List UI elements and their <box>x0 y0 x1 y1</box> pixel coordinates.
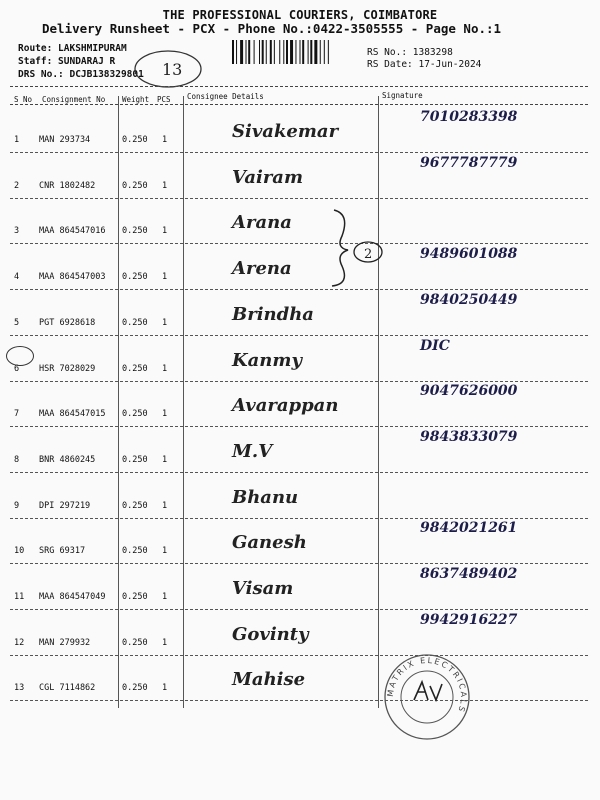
barcode-bar <box>279 40 280 64</box>
signature-value: 9840250449 <box>420 291 518 308</box>
cell-pcs: 1 <box>162 317 168 328</box>
staff-line: Staff: SUNDARAJ R <box>18 56 116 67</box>
cell-sno: 2 <box>14 180 20 191</box>
cell-consignment-no: PGT 6928618 <box>39 317 96 328</box>
cell-sno: 12 <box>14 637 25 648</box>
consignee-name: M.V <box>232 440 273 462</box>
consignee-name: Arana <box>232 212 292 234</box>
table-row <box>10 336 588 382</box>
route-line: Route: LAKSHMIPURAM <box>18 43 127 54</box>
cell-consignment-no: CNR 1802482 <box>39 180 96 191</box>
consignee-name: Sivakemar <box>232 121 339 142</box>
barcode-bar <box>236 40 237 64</box>
cell-weight: 0.250 <box>122 226 148 237</box>
table-row <box>10 610 588 656</box>
consignee-name: Arena <box>232 258 292 280</box>
barcode-bar <box>246 40 247 64</box>
cell-weight: 0.250 <box>122 135 148 145</box>
route-circle-number: 13 <box>162 60 183 79</box>
cell-sno: 13 <box>14 683 25 694</box>
cell-pcs: 1 <box>162 409 168 420</box>
row-separator <box>10 700 588 701</box>
table-row <box>10 427 588 473</box>
cell-weight: 0.250 <box>122 592 148 602</box>
col-head-sno: S No <box>14 95 33 104</box>
cell-pcs: 1 <box>162 500 168 511</box>
barcode-bar <box>262 40 264 64</box>
table-row <box>10 381 588 427</box>
runsheet-subtitle: Delivery Runsheet - PCX - Phone No.:0422-3505555 - Page No.:1 <box>42 21 502 36</box>
barcode-bar <box>320 40 321 64</box>
cell-consignment-no: MAA 864547015 <box>39 409 106 420</box>
consignee-name: Vairam <box>232 166 304 188</box>
cell-consignment-no: BNR 4860245 <box>39 454 96 465</box>
cell-pcs: 1 <box>162 592 168 602</box>
cell-sno: 8 <box>14 454 20 465</box>
signature-value: 9677787779 <box>420 154 518 171</box>
cell-weight: 0.250 <box>122 317 148 328</box>
cell-sno: 9 <box>14 500 20 511</box>
signature-value: 9842021261 <box>420 520 518 537</box>
header-rule-bottom <box>10 104 588 105</box>
cell-sno: 7 <box>14 409 20 420</box>
cell-consignment-no: SRG 69317 <box>39 546 86 557</box>
barcode-bar <box>310 40 312 64</box>
barcode-bar <box>259 40 260 64</box>
cell-consignment-no: MAN 279932 <box>39 637 91 648</box>
col-head-pcs: PCS <box>157 95 171 104</box>
cell-pcs: 1 <box>162 454 168 465</box>
route-info <box>18 42 144 81</box>
signature-value: 7010283398 <box>420 109 518 125</box>
barcode-bar <box>295 40 296 64</box>
consignee-name: Ganesh <box>232 532 307 554</box>
table-row <box>10 473 588 519</box>
cell-sno: 4 <box>14 272 20 283</box>
cell-pcs: 1 <box>162 363 168 374</box>
cell-consignment-no: DPI 297219 <box>39 500 91 511</box>
cell-pcs: 1 <box>162 683 168 694</box>
barcode-bar <box>254 40 255 64</box>
barcode-bar <box>302 40 304 64</box>
col-head-consignment: Consignment No <box>42 95 106 104</box>
cell-sno: 1 <box>14 135 20 145</box>
matrix-electricals-stamp <box>382 652 472 742</box>
cell-weight: 0.250 <box>122 546 148 557</box>
cell-pcs: 1 <box>162 637 168 648</box>
barcode-bar <box>240 40 243 64</box>
cell-pcs: 1 <box>162 135 168 145</box>
header-rule-top <box>10 86 588 87</box>
signature-value: 9047626000 <box>420 383 518 400</box>
cell-consignment-no: MAA 864547003 <box>39 272 106 283</box>
signature-value: 9942916227 <box>420 611 518 628</box>
cell-sno: 10 <box>14 546 25 557</box>
barcode-bar <box>314 40 317 64</box>
barcode-bar <box>283 40 284 64</box>
barcode <box>232 40 360 64</box>
consignee-name: Bhanu <box>232 486 299 508</box>
table-row <box>10 244 588 290</box>
table-row <box>10 198 588 244</box>
cell-pcs: 1 <box>162 546 168 557</box>
consignee-name: Govinty <box>232 623 309 645</box>
table-row <box>10 107 588 153</box>
consignee-name: Mahise <box>232 669 306 691</box>
cell-sno: 6 <box>14 363 20 374</box>
signature-value: 9843833079 <box>420 428 518 445</box>
table-row <box>10 153 588 199</box>
consignee-name: Brindha <box>232 303 314 325</box>
cell-consignment-no: MAN 293734 <box>39 135 91 145</box>
barcode-bar <box>266 40 267 64</box>
company-title: THE PROFESSIONAL COURIERS, COIMBATORE <box>162 8 438 22</box>
col-head-signature: Signature <box>382 91 423 100</box>
cell-weight: 0.250 <box>122 409 148 420</box>
barcode-bar <box>270 40 272 64</box>
cell-sno: 3 <box>14 226 20 237</box>
barcode-bar <box>308 40 309 64</box>
cell-pcs: 1 <box>162 272 168 283</box>
drs-line: DRS No.: DCJB138329801 <box>18 69 144 80</box>
cell-weight: 0.250 <box>122 363 148 374</box>
cell-consignment-no: HSR 7028029 <box>39 363 96 374</box>
row-six-circle-mark <box>6 346 34 366</box>
col-head-weight: Weight <box>122 95 150 104</box>
table-row <box>10 564 588 610</box>
cell-weight: 0.250 <box>122 683 148 694</box>
route-circle-mark <box>132 48 204 90</box>
signature-value: 9489601088 <box>420 246 518 263</box>
consignee-name: Avarappan <box>232 395 339 417</box>
signature-value: DIC <box>420 337 450 354</box>
barcode-bar <box>286 40 288 64</box>
barcode-bar <box>300 40 301 64</box>
rs-number: RS No.: 1383298 <box>367 47 453 58</box>
cell-weight: 0.250 <box>122 454 148 465</box>
cell-sno: 5 <box>14 317 20 328</box>
signature-value: 8637489402 <box>420 566 518 582</box>
barcode-bar <box>328 40 329 64</box>
table-row <box>10 290 588 336</box>
stamp-text: MATRIX ELECTRICALS <box>385 655 469 715</box>
barcode-bar <box>290 40 293 64</box>
cell-weight: 0.250 <box>122 637 148 648</box>
consignee-name: Kanmy <box>232 349 302 371</box>
barcode-bar <box>274 40 275 64</box>
consignee-name: Visam <box>232 578 294 599</box>
cell-weight: 0.250 <box>122 180 148 191</box>
cell-weight: 0.250 <box>122 500 148 511</box>
table-row <box>10 655 588 701</box>
cell-consignment-no: MAA 864547049 <box>39 592 106 602</box>
cell-consignment-no: CGL 7114862 <box>39 683 96 694</box>
barcode-bar <box>248 40 250 64</box>
barcode-bar <box>232 40 234 64</box>
table-row <box>10 518 588 564</box>
cell-pcs: 1 <box>162 180 168 191</box>
barcode-bar <box>324 40 325 64</box>
svg-text:MATRIX ELECTRICALS <box>386 656 468 715</box>
cell-sno: 11 <box>14 592 25 602</box>
rs-date: RS Date: 17-Jun-2024 <box>367 59 482 70</box>
bracket-number: 2 <box>364 247 373 262</box>
col-head-consignee: Consignee Details <box>187 92 264 101</box>
cell-weight: 0.250 <box>122 272 148 283</box>
cell-pcs: 1 <box>162 226 168 237</box>
cell-consignment-no: MAA 864547016 <box>39 226 106 237</box>
bracket-mark <box>328 208 384 288</box>
rs-info <box>367 47 481 71</box>
